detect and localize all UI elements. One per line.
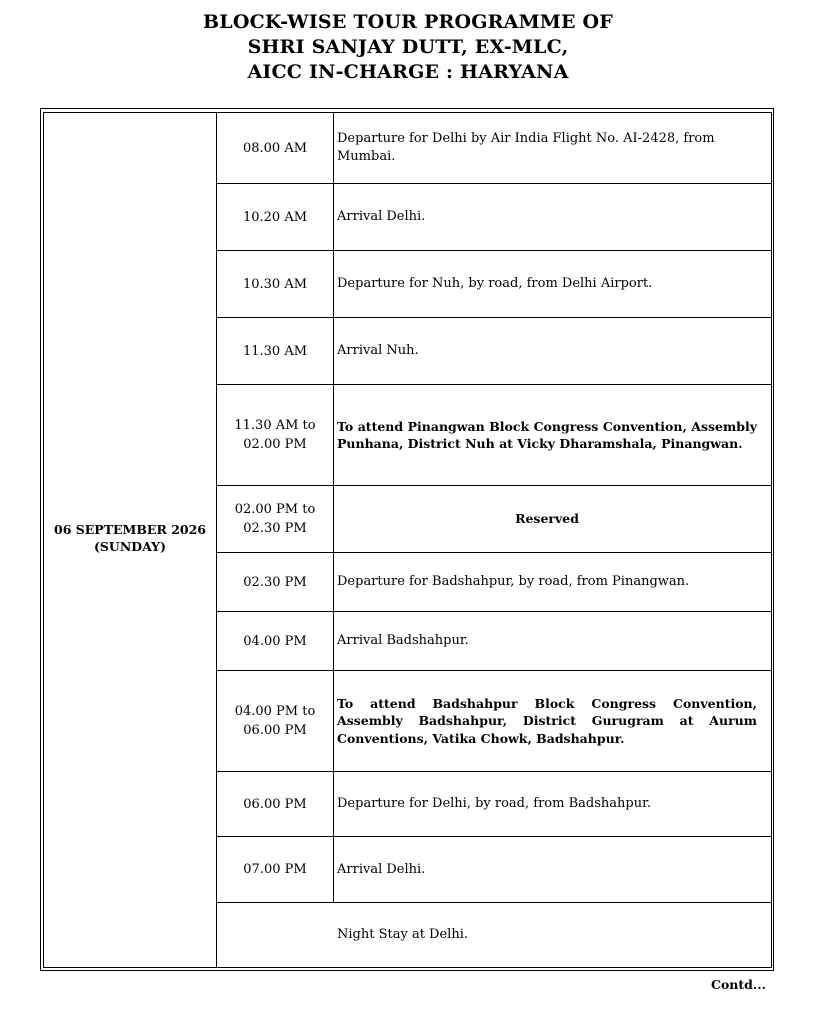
description-text: Arrival Delhi. — [337, 861, 426, 877]
description-cell — [334, 385, 771, 485]
description-text: Arrival Badshahpur. — [337, 633, 469, 648]
time-cell — [217, 184, 334, 250]
description-text: Arrival Nuh. — [337, 343, 419, 358]
description-text: Departure for Delhi by Air India Flight No. AI-2428, from Mumbai. — [337, 131, 715, 164]
time-text-end: 02.00 PM — [243, 437, 307, 452]
schedule-row — [216, 903, 772, 968]
title-line-1: BLOCK-WISE TOUR PROGRAMME OF — [203, 11, 613, 33]
description-text: Reserved — [515, 511, 579, 526]
description-text: Departure for Delhi, by road, from Badshahpur. — [337, 796, 651, 811]
time-cell — [217, 837, 334, 902]
schedule-row — [216, 837, 772, 903]
time-text: 11.30 AM — [242, 343, 308, 359]
schedule-row — [216, 318, 772, 385]
schedule-row — [216, 251, 772, 318]
time-cell — [217, 251, 334, 317]
time-cell — [217, 553, 334, 611]
time-cell — [217, 903, 334, 967]
schedule-row — [216, 671, 772, 772]
time-cell — [217, 486, 334, 552]
time-text: 02.30 PM — [243, 574, 307, 590]
schedule-row — [216, 112, 772, 184]
description-cell — [334, 184, 771, 250]
time-text-end: 02.30 PM — [243, 521, 307, 536]
schedule-row — [216, 553, 772, 612]
time-cell — [217, 772, 334, 836]
time-text: 10.30 AM — [242, 276, 308, 292]
continued-label: Contd... — [711, 977, 766, 992]
description-text: Arrival Delhi. — [337, 209, 426, 224]
description-text: To attend Pinangwan Block Congress Convention, Assembly Punhana, District Nuh at Vicky Dharamshala, Pinangwan. — [337, 418, 757, 451]
title-line-3: AICC IN-CHARGE : HARYANA — [247, 61, 569, 83]
description-cell — [334, 251, 771, 317]
schedule-row — [216, 385, 772, 486]
time-text: 08.00 AM — [242, 140, 308, 156]
description-cell — [334, 772, 771, 836]
date-label — [43, 521, 217, 555]
description-text: Departure for Badshahpur, by road, from Pinangwan. — [337, 574, 690, 589]
time-cell — [217, 385, 334, 485]
description-cell — [334, 318, 771, 384]
description-cell — [334, 837, 771, 902]
time-cell — [217, 318, 334, 384]
weekday-line: (SUNDAY) — [93, 539, 167, 554]
description-text: To attend Badshahpur Block Congress Convention, Assembly Badshahpur, District Gurugram at Aurum Conventions, Vatika Chowk, Badshahpur. — [337, 695, 757, 746]
description-text: Night Stay at Delhi. — [337, 927, 468, 942]
description-cell — [334, 486, 771, 552]
description-cell — [334, 903, 771, 967]
schedule-row — [216, 486, 772, 553]
time-text: 04.00 PM to — [234, 704, 316, 719]
schedule-row — [216, 772, 772, 837]
time-text: 02.00 PM to — [234, 502, 316, 517]
time-cell — [217, 113, 334, 183]
time-text: 04.00 PM — [243, 633, 307, 649]
description-cell — [334, 612, 771, 670]
time-text: 07.00 PM — [243, 862, 307, 877]
time-text: 06.00 PM — [243, 796, 307, 812]
title-line-2: SHRI SANJAY DUTT, EX-MLC, — [247, 36, 569, 58]
description-cell — [334, 553, 771, 611]
time-text-end: 06.00 PM — [243, 723, 307, 738]
schedule-row — [216, 612, 772, 671]
time-cell — [217, 612, 334, 670]
document-title — [0, 10, 816, 85]
description-text: Departure for Nuh, by road, from Delhi Airport. — [337, 276, 653, 291]
time-cell — [217, 671, 334, 771]
description-cell — [334, 671, 771, 771]
date-line: 06 SEPTEMBER 2026 — [54, 522, 206, 537]
time-text: 11.30 AM to — [234, 418, 316, 433]
schedule-row — [216, 184, 772, 251]
time-text: 10.20 AM — [242, 209, 308, 225]
description-cell — [334, 113, 771, 183]
